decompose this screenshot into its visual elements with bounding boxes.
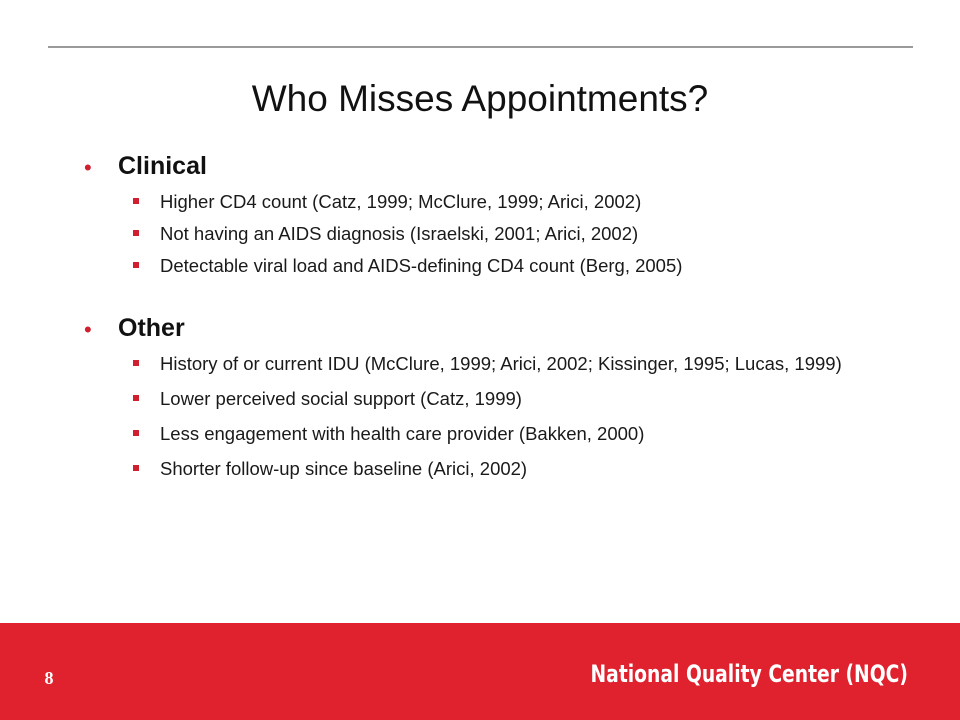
list-item: [0, 422, 960, 445]
square-bullet-icon: [133, 430, 139, 436]
list-item-text: History of or current IDU (McClure, 1999; Arici, 2002; Kissinger, 1995; Lucas, 1999): [160, 353, 842, 374]
list-item: [0, 457, 960, 480]
section-other: [0, 312, 960, 492]
list-item: [0, 222, 960, 245]
section-heading-row: [0, 150, 960, 190]
square-bullet-icon: [133, 230, 139, 236]
section-heading: Other: [118, 314, 185, 342]
bullet-dot-icon: •: [84, 317, 92, 342]
list-item-text: Detectable viral load and AIDS-defining CD4 count (Berg, 2005): [160, 255, 683, 276]
list-item: [0, 387, 960, 410]
list-item-text: Lower perceived social support (Catz, 1999): [160, 388, 522, 409]
slide-title: Who Misses Appointments?: [251, 78, 709, 119]
list-item-text: Shorter follow-up since baseline (Arici, 2002): [160, 458, 528, 479]
nqc-logo: National Quality Center (NQC): [590, 660, 908, 688]
list-item: [0, 352, 960, 375]
section-clinical: [0, 150, 960, 286]
square-bullet-icon: [133, 395, 139, 401]
square-bullet-icon: [133, 360, 139, 366]
list-item: [0, 254, 960, 277]
square-bullet-icon: [133, 465, 139, 471]
section-heading-row: [0, 312, 960, 352]
list-item-text: Not having an AIDS diagnosis (Israelski, 2001; Arici, 2002): [160, 223, 639, 244]
list-item-text: Higher CD4 count (Catz, 1999; McClure, 1999; Arici, 2002): [160, 191, 642, 212]
bullet-list: [0, 352, 960, 480]
list-item-text: Less engagement with health care provider (Bakken, 2000): [160, 423, 645, 444]
section-heading: Clinical: [118, 152, 207, 180]
square-bullet-icon: [133, 262, 139, 268]
page-number: 8: [44, 668, 54, 688]
top-divider: [48, 46, 913, 48]
bullet-dot-icon: •: [84, 155, 92, 180]
list-item: [0, 190, 960, 213]
square-bullet-icon: [133, 198, 139, 204]
bullet-list: [0, 190, 960, 277]
